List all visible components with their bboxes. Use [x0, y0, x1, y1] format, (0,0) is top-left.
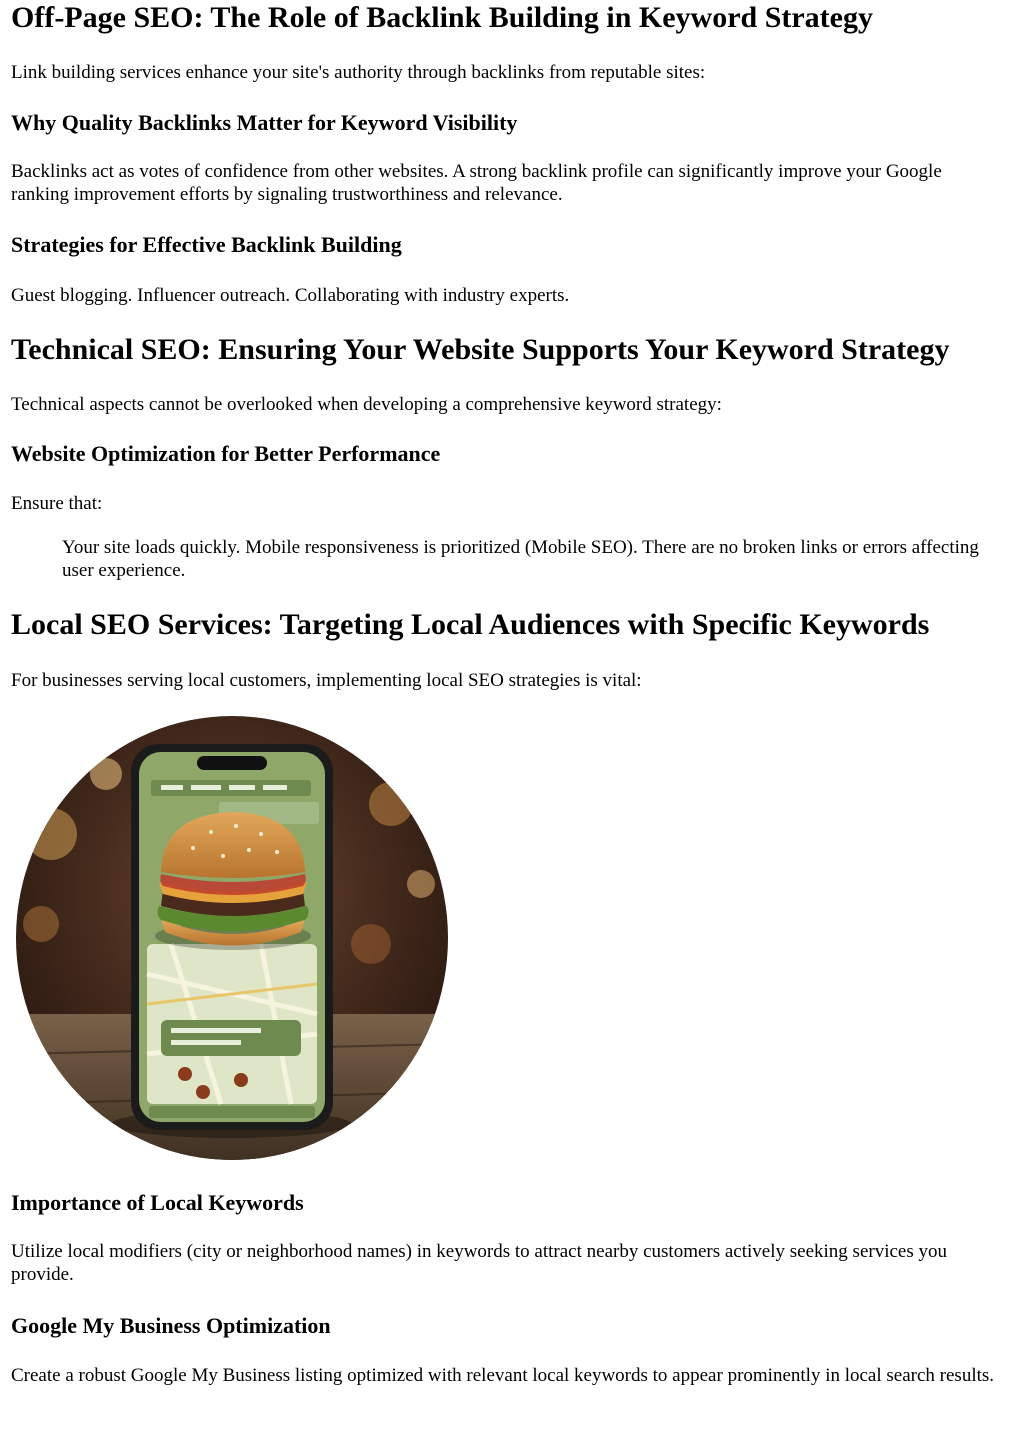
subheading-backlink-strategies: Strategies for Effective Backlink Building [11, 232, 402, 257]
paragraph-quality-backlinks: Backlinks act as votes of confidence from other websites. A strong backlink profile can significantly improve your Google ranking improvement efforts by signaling trustworthiness and relevance. [11, 161, 942, 205]
heading-local-seo: Local SEO Services: Targeting Local Audiences with Specific Keywords [11, 608, 930, 641]
subheading-quality-backlinks: Why Quality Backlinks Matter for Keyword Visibility [11, 110, 518, 135]
blockquote-performance-checklist: Your site loads quickly. Mobile responsiveness is prioritized (Mobile SEO). There are no broken links or errors affecting user experience. [62, 537, 979, 581]
subheading-local-keywords: Importance of Local Keywords [11, 1190, 304, 1215]
paragraph-google-my-business: Create a robust Google My Business listing optimized with relevant local keywords to appear prominently in local search results. [11, 1365, 995, 1386]
heading-technical-seo: Technical SEO: Ensuring Your Website Supports Your Keyword Strategy [11, 333, 950, 366]
burger-phone-image [11, 714, 453, 1162]
paragraph-technical-intro: Technical aspects cannot be overlooked when developing a comprehensive keyword strategy: [11, 394, 722, 415]
burger-phone-illustration [11, 714, 453, 1162]
paragraph-local-keywords: Utilize local modifiers (city or neighborhood names) in keywords to attract nearby customers actively seeking services you provide. [11, 1241, 947, 1285]
paragraph-backlink-strategies: Guest blogging. Influencer outreach. Collaborating with industry experts. [11, 285, 570, 306]
paragraph-ensure-that: Ensure that: [11, 493, 103, 514]
heading-offpage-seo: Off-Page SEO: The Role of Backlink Building in Keyword Strategy [11, 1, 873, 34]
subheading-website-optimization: Website Optimization for Better Performance [11, 441, 441, 466]
paragraph-offpage-intro: Link building services enhance your site's authority through backlinks from reputable sites: [11, 62, 706, 83]
subheading-google-my-business: Google My Business Optimization [11, 1313, 331, 1338]
paragraph-local-intro: For businesses serving local customers, implementing local SEO strategies is vital: [11, 670, 642, 691]
